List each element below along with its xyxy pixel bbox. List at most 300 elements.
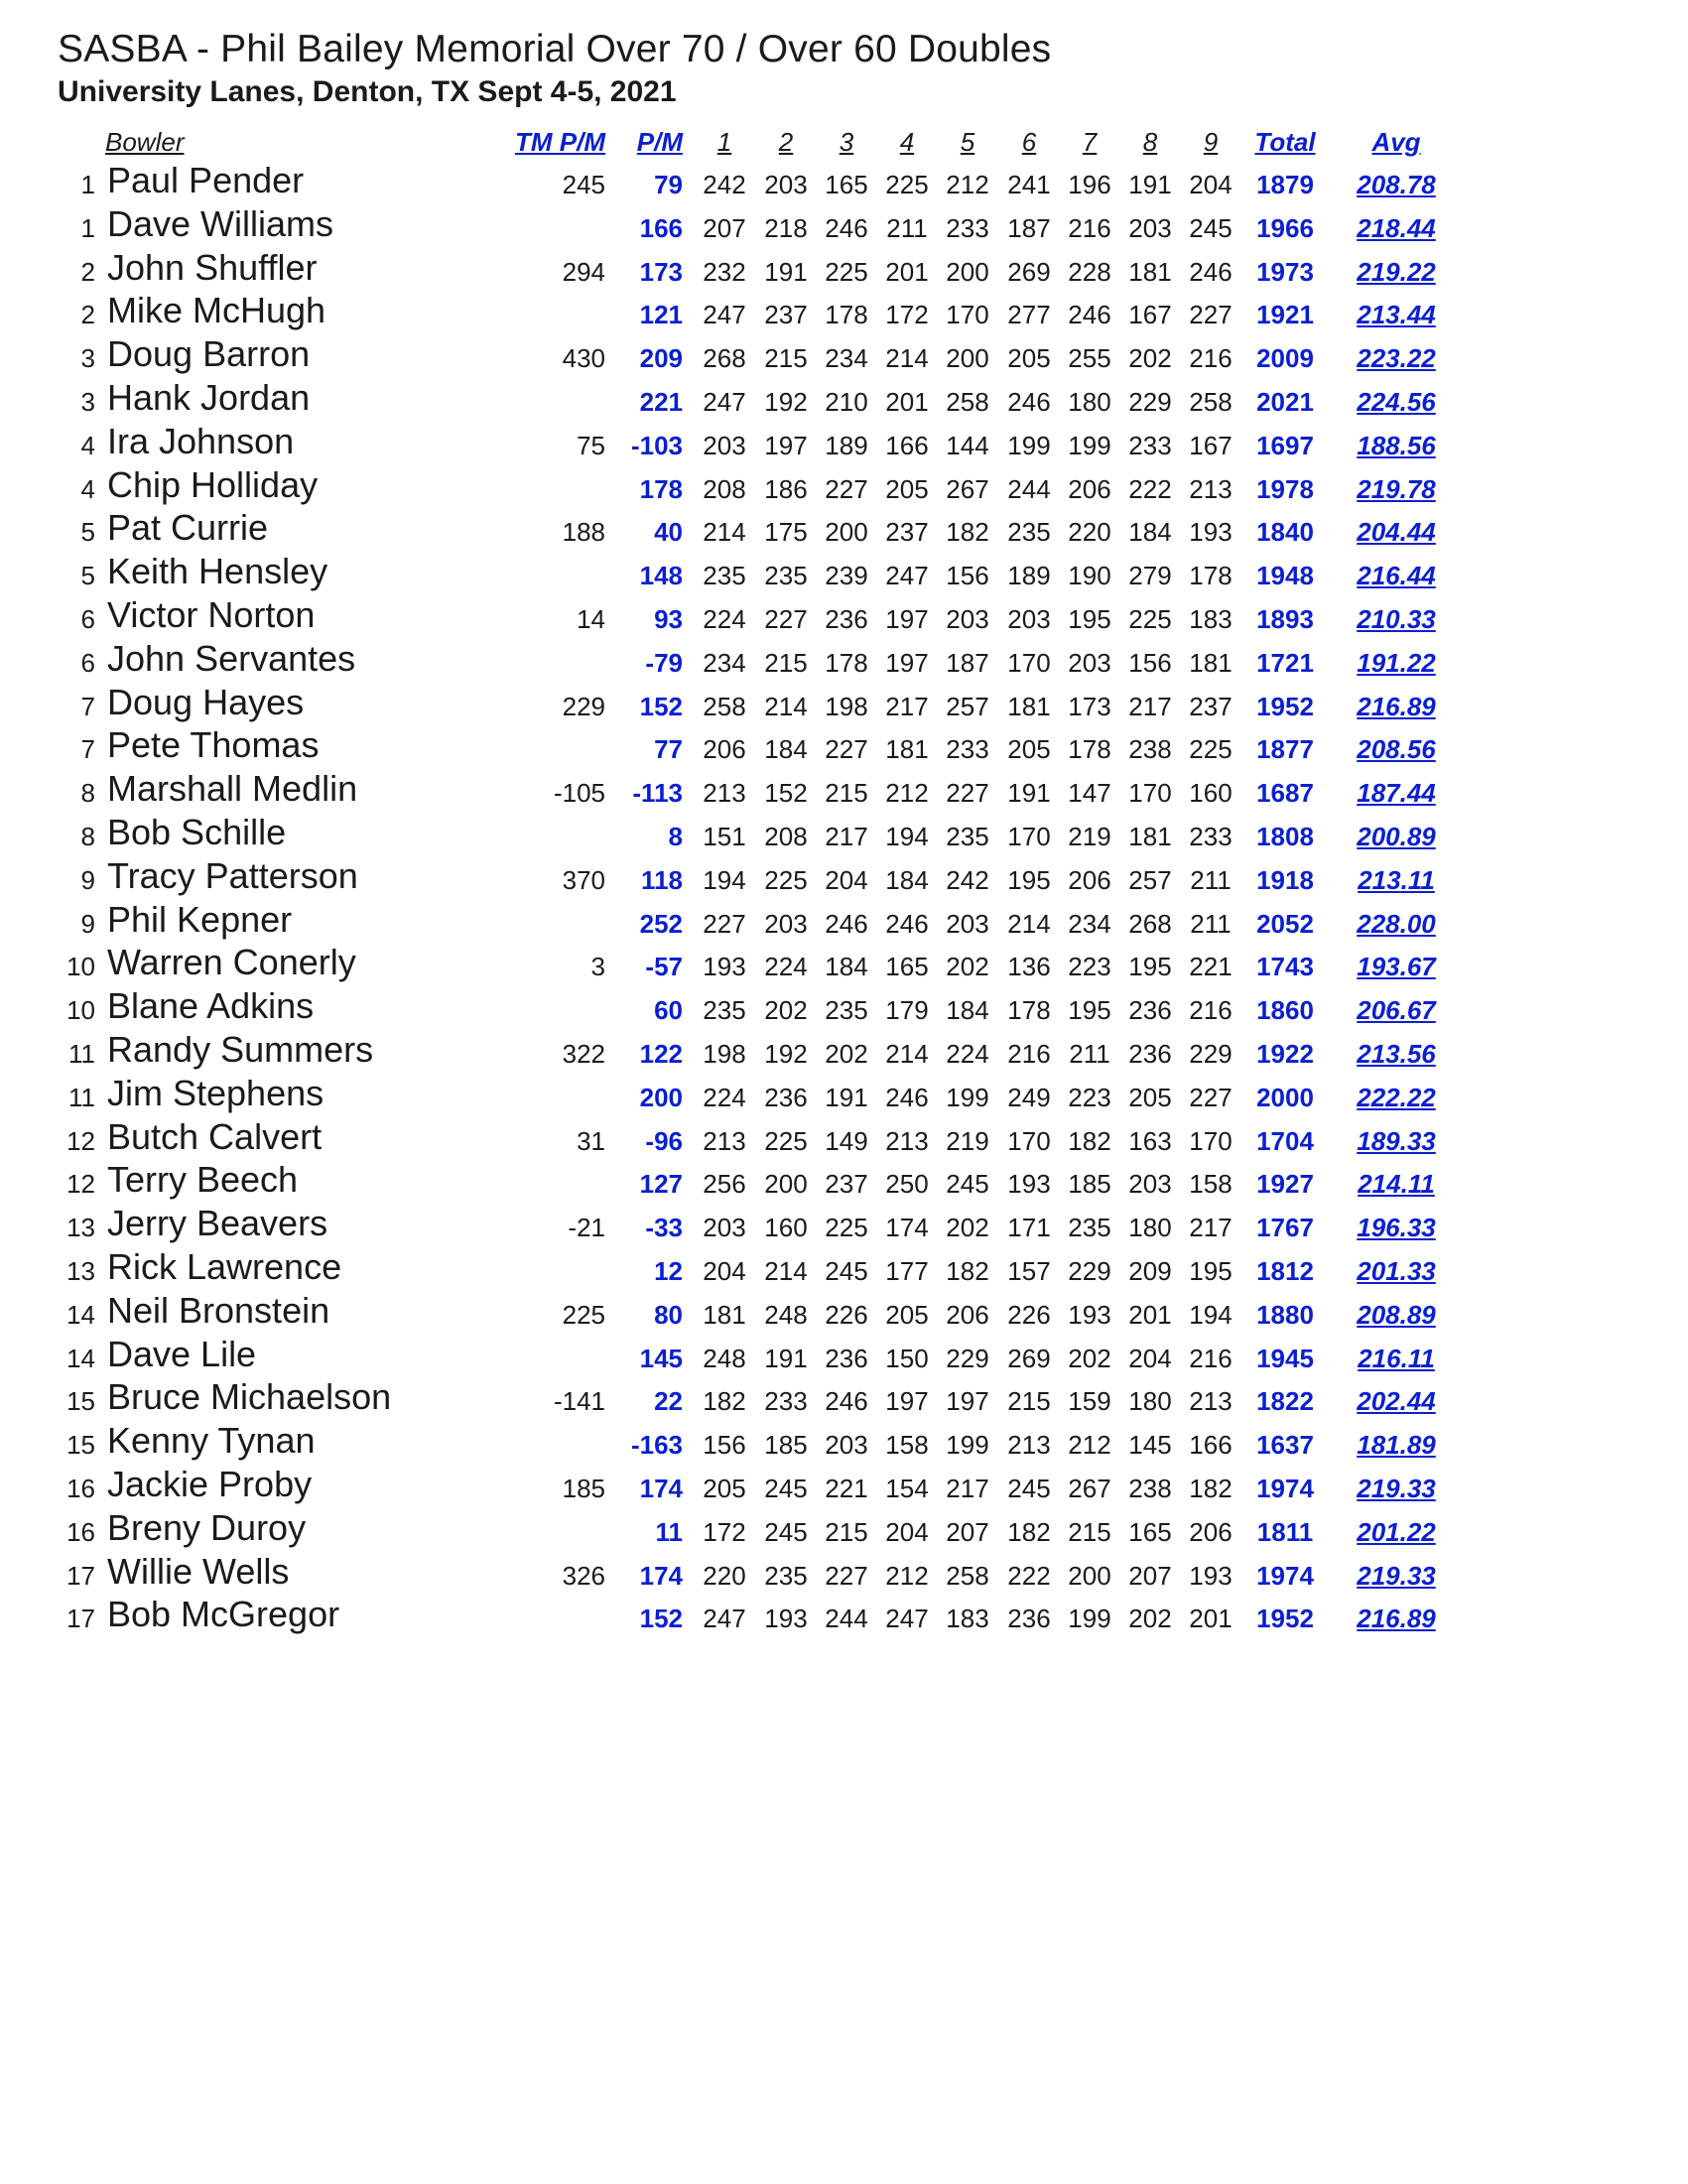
game-3-score: 165 (825, 170, 868, 199)
game-6-score: 170 (1007, 821, 1051, 851)
game-8-score: 202 (1128, 1604, 1172, 1634)
total-score: 1721 (1256, 647, 1314, 678)
table-row (0, 1420, 1688, 1467)
game-3-score: 191 (825, 1082, 868, 1112)
game-7-score: 199 (1068, 1604, 1111, 1634)
game-8-score: 257 (1128, 864, 1172, 895)
game-4-score: 214 (885, 1038, 929, 1069)
average-score: 206.67 (1357, 995, 1436, 1026)
team-rank: 14 (66, 1343, 95, 1373)
table-row (0, 463, 1688, 511)
total-score: 1877 (1256, 734, 1314, 765)
plus-minus: 80 (654, 1299, 683, 1330)
total-score: 1978 (1256, 473, 1314, 504)
game-2-score: 197 (764, 430, 808, 460)
game-2-score: 175 (764, 517, 808, 548)
game-6-score: 241 (1007, 170, 1051, 199)
game-6-score: 269 (1007, 256, 1051, 287)
game-6-score: 213 (1007, 1430, 1051, 1461)
table-row (0, 593, 1688, 641)
game-2-score: 203 (764, 170, 808, 199)
game-3-score: 245 (825, 1255, 868, 1286)
game-8-score: 204 (1128, 1343, 1172, 1373)
game-4-score: 194 (885, 821, 929, 851)
total-score: 1840 (1256, 517, 1314, 548)
plus-minus: 174 (639, 1560, 683, 1591)
plus-minus: -79 (645, 647, 683, 678)
game-4-score: 205 (885, 473, 929, 504)
game-5-score: 233 (946, 212, 989, 243)
game-8-score: 209 (1128, 1255, 1172, 1286)
plus-minus: 148 (639, 561, 683, 591)
team-rank: 2 (80, 256, 95, 287)
game-5-score: 212 (946, 170, 989, 199)
game-5-score: 199 (946, 1430, 989, 1461)
plus-minus: 178 (639, 473, 683, 504)
game-1-score: 156 (703, 1430, 746, 1461)
game-6-score: 235 (1007, 517, 1051, 548)
bowler-name: Victor Norton (107, 593, 316, 635)
game-7-score: 190 (1068, 561, 1111, 591)
table-row (0, 985, 1688, 1032)
game-7-score: 255 (1068, 343, 1111, 374)
game-1-score: 214 (703, 517, 746, 548)
game-1-score: 213 (703, 778, 746, 809)
plus-minus: 166 (639, 212, 683, 243)
game-9-score: 206 (1189, 1516, 1233, 1547)
game-3-score: 210 (825, 386, 868, 417)
plus-minus: 118 (641, 864, 683, 895)
table-row (0, 246, 1688, 294)
team-rank: 9 (80, 908, 95, 939)
team-plus-minus: 430 (562, 343, 605, 374)
bowler-name: Phil Kepner (107, 898, 293, 940)
game-6-score: 203 (1007, 603, 1051, 634)
game-2-score: 227 (764, 603, 808, 634)
game-6-score: 170 (1007, 1125, 1051, 1156)
average-score: 208.56 (1357, 734, 1436, 765)
game-7-score: 229 (1068, 1255, 1111, 1286)
game-2-score: 214 (764, 691, 808, 721)
team-plus-minus: 185 (562, 1473, 605, 1503)
average-score: 202.44 (1357, 1386, 1436, 1417)
game-7-score: 216 (1068, 212, 1111, 243)
game-1-score: 204 (703, 1255, 746, 1286)
total-score: 1921 (1256, 300, 1314, 330)
total-score: 1893 (1256, 603, 1314, 634)
plus-minus: 12 (654, 1255, 683, 1286)
bowler-name: Pete Thomas (107, 724, 320, 766)
bowler-name: Rick Lawrence (107, 1245, 342, 1287)
team-rank: 3 (80, 343, 95, 374)
game-9-score: 216 (1189, 995, 1233, 1026)
plus-minus: 93 (654, 603, 683, 634)
table-row (0, 681, 1688, 728)
average-score: 222.22 (1357, 1082, 1436, 1112)
plus-minus: -103 (630, 430, 683, 460)
game-3-score: 235 (825, 995, 868, 1026)
plus-minus: 79 (654, 170, 683, 199)
total-score: 1822 (1256, 1386, 1314, 1417)
team-rank: 6 (80, 603, 95, 634)
header-game-5: 5 (960, 127, 975, 157)
game-1-score: 224 (703, 1082, 746, 1112)
bowler-name: Dave Lile (107, 1333, 257, 1374)
team-rank: 9 (80, 864, 95, 895)
game-7-score: 195 (1068, 995, 1111, 1026)
bowler-name: Doug Hayes (107, 681, 305, 722)
average-score: 208.89 (1357, 1299, 1436, 1330)
team-rank: 12 (66, 1169, 95, 1200)
average-score: 187.44 (1357, 778, 1436, 809)
average-score: 219.33 (1357, 1560, 1436, 1591)
game-6-score: 205 (1007, 343, 1051, 374)
game-4-score: 247 (885, 1604, 929, 1634)
average-score: 200.89 (1357, 821, 1436, 851)
table-row (0, 376, 1688, 424)
game-4-score: 174 (885, 1213, 929, 1243)
game-8-score: 225 (1128, 603, 1172, 634)
plus-minus: 200 (639, 1082, 683, 1112)
game-4-score: 184 (885, 864, 929, 895)
game-2-score: 245 (764, 1516, 808, 1547)
total-score: 1966 (1256, 212, 1314, 243)
team-plus-minus: -21 (568, 1213, 605, 1243)
game-8-score: 268 (1128, 908, 1172, 939)
average-score: 208.78 (1357, 170, 1436, 199)
average-score: 196.33 (1357, 1213, 1436, 1243)
game-5-score: 233 (946, 734, 989, 765)
game-9-score: 194 (1189, 1299, 1233, 1330)
game-7-score: 211 (1069, 1038, 1110, 1069)
game-3-score: 178 (825, 647, 868, 678)
team-plus-minus: 229 (562, 691, 605, 721)
game-9-score: 246 (1189, 256, 1233, 287)
game-9-score: 229 (1189, 1038, 1233, 1069)
team-rank: 4 (80, 473, 95, 504)
bowler-name: Keith Hensley (107, 551, 328, 592)
game-6-score: 182 (1007, 1516, 1051, 1547)
team-plus-minus: -141 (553, 1386, 605, 1417)
header-plus-minus: P/M (636, 127, 683, 157)
bowler-name: Jackie Proby (107, 1463, 313, 1504)
game-3-score: 225 (825, 256, 868, 287)
team-plus-minus: -105 (553, 778, 605, 809)
total-score: 1704 (1256, 1125, 1314, 1156)
game-3-score: 202 (825, 1038, 868, 1069)
plus-minus: 60 (654, 995, 683, 1026)
plus-minus: 121 (639, 300, 683, 330)
game-9-score: 160 (1189, 778, 1233, 809)
plus-minus: -163 (630, 1430, 683, 1461)
game-8-score: 229 (1128, 386, 1172, 417)
game-6-score: 236 (1007, 1604, 1051, 1634)
bowler-name: Bob McGregor (107, 1594, 340, 1635)
game-3-score: 246 (825, 212, 868, 243)
game-2-score: 191 (764, 256, 808, 287)
game-8-score: 203 (1128, 1169, 1172, 1200)
average-score: 228.00 (1357, 908, 1436, 939)
game-8-score: 165 (1128, 1516, 1172, 1547)
game-9-score: 213 (1189, 473, 1233, 504)
game-3-score: 189 (825, 430, 868, 460)
game-2-score: 193 (764, 1604, 808, 1634)
game-3-score: 184 (825, 952, 868, 982)
total-score: 1687 (1256, 778, 1314, 809)
game-1-score: 247 (703, 1604, 746, 1634)
game-1-score: 235 (703, 561, 746, 591)
total-score: 1974 (1256, 1473, 1314, 1503)
game-9-score: 227 (1189, 300, 1233, 330)
game-8-score: 195 (1128, 952, 1172, 982)
game-2-score: 152 (764, 778, 808, 809)
game-1-score: 172 (703, 1516, 746, 1547)
bowler-name: Willie Wells (107, 1550, 290, 1592)
game-1-score: 207 (703, 212, 746, 243)
game-7-score: 234 (1068, 908, 1111, 939)
team-rank: 14 (66, 1299, 95, 1330)
game-9-score: 167 (1189, 430, 1233, 460)
table-row (0, 1028, 1688, 1076)
game-9-score: 213 (1189, 1386, 1233, 1417)
plus-minus: 221 (639, 386, 683, 417)
table-row (0, 507, 1688, 554)
game-6-score: 214 (1007, 908, 1051, 939)
game-6-score: 244 (1007, 473, 1051, 504)
game-5-score: 258 (946, 386, 989, 417)
game-5-score: 203 (946, 603, 989, 634)
table-row (0, 724, 1688, 771)
team-rank: 1 (80, 170, 95, 199)
bowler-name: Ira Johnson (107, 420, 295, 461)
bowler-name: Terry Beech (107, 1159, 299, 1201)
game-6-score: 216 (1007, 1038, 1051, 1069)
average-score: 218.44 (1357, 212, 1436, 243)
game-9-score: 237 (1189, 691, 1233, 721)
game-5-score: 235 (946, 821, 989, 851)
plus-minus: -57 (645, 952, 683, 982)
game-4-score: 211 (886, 212, 928, 243)
game-2-score: 202 (764, 995, 808, 1026)
game-9-score: 193 (1189, 1560, 1233, 1591)
game-9-score: 221 (1189, 952, 1233, 982)
game-7-score: 182 (1068, 1125, 1111, 1156)
game-7-score: 206 (1068, 864, 1111, 895)
game-6-score: 205 (1007, 734, 1051, 765)
game-2-score: 192 (764, 386, 808, 417)
game-3-score: 236 (825, 1343, 868, 1373)
total-score: 1767 (1256, 1213, 1314, 1243)
team-rank: 8 (80, 778, 95, 809)
plus-minus: 77 (654, 734, 683, 765)
team-rank: 8 (80, 821, 95, 851)
game-2-score: 225 (764, 1125, 808, 1156)
bowler-name: Dave Williams (107, 202, 334, 244)
team-plus-minus: 326 (562, 1560, 605, 1591)
average-score: 210.33 (1357, 603, 1436, 634)
total-score: 1945 (1256, 1343, 1314, 1373)
document-title: SASBA - Phil Bailey Memorial Over 70 / Over 60 Doubles (58, 28, 1052, 70)
game-4-score: 204 (885, 1516, 929, 1547)
average-score: 191.22 (1357, 647, 1436, 678)
game-1-score: 247 (703, 386, 746, 417)
table-body (0, 160, 1688, 1640)
game-1-score: 227 (703, 908, 746, 939)
game-3-score: 234 (825, 343, 868, 374)
game-4-score: 197 (885, 647, 929, 678)
game-9-score: 181 (1189, 647, 1233, 678)
game-5-score: 144 (946, 430, 989, 460)
total-score: 1808 (1256, 821, 1314, 851)
game-5-score: 202 (946, 1213, 989, 1243)
game-4-score: 150 (885, 1343, 929, 1373)
game-3-score: 215 (825, 1516, 868, 1547)
game-4-score: 205 (885, 1299, 929, 1330)
game-9-score: 201 (1189, 1604, 1233, 1634)
game-5-score: 187 (946, 647, 989, 678)
game-7-score: 200 (1068, 1560, 1111, 1591)
plus-minus: 209 (639, 343, 683, 374)
team-plus-minus: 322 (562, 1038, 605, 1069)
game-6-score: 157 (1007, 1255, 1051, 1286)
game-4-score: 214 (885, 343, 929, 374)
bowler-name: Warren Conerly (107, 942, 356, 983)
game-3-score: 239 (825, 561, 868, 591)
game-8-score: 145 (1128, 1430, 1172, 1461)
game-5-score: 202 (946, 952, 989, 982)
average-score: 181.89 (1357, 1430, 1436, 1461)
game-6-score: 226 (1007, 1299, 1051, 1330)
game-6-score: 277 (1007, 300, 1051, 330)
table-row (0, 1594, 1688, 1640)
game-6-score: 269 (1007, 1343, 1051, 1373)
game-6-score: 245 (1007, 1473, 1051, 1503)
game-5-score: 199 (946, 1082, 989, 1112)
table-row (0, 1550, 1688, 1598)
bowler-name: Bob Schille (107, 811, 287, 852)
game-5-score: 182 (946, 1255, 989, 1286)
game-7-score: 173 (1068, 691, 1111, 721)
average-score: 216.89 (1357, 1604, 1436, 1634)
game-3-score: 200 (825, 517, 868, 548)
game-1-score: 194 (703, 864, 746, 895)
game-8-score: 181 (1128, 821, 1172, 851)
table-row (0, 898, 1688, 946)
game-5-score: 197 (946, 1386, 989, 1417)
team-plus-minus: 75 (577, 430, 605, 460)
plus-minus: 40 (654, 517, 683, 548)
game-5-score: 200 (946, 343, 989, 374)
game-3-score: 226 (825, 1299, 868, 1330)
game-5-score: 170 (946, 300, 989, 330)
table-row (0, 1463, 1688, 1510)
game-5-score: 229 (946, 1343, 989, 1373)
game-7-score: 215 (1068, 1516, 1111, 1547)
game-1-score: 193 (703, 952, 746, 982)
game-2-score: 248 (764, 1299, 808, 1330)
game-8-score: 191 (1128, 170, 1172, 199)
game-4-score: 201 (885, 386, 929, 417)
game-3-score: 236 (825, 603, 868, 634)
table-row (0, 942, 1688, 988)
game-9-score: 193 (1189, 517, 1233, 548)
game-1-score: 181 (703, 1299, 746, 1330)
results-table (0, 123, 1688, 1640)
game-2-score: 200 (764, 1169, 808, 1200)
table-row (0, 1333, 1688, 1380)
game-7-score: 202 (1068, 1343, 1111, 1373)
game-2-score: 214 (764, 1255, 808, 1286)
game-9-score: 225 (1189, 734, 1233, 765)
game-7-score: 178 (1068, 734, 1111, 765)
team-rank: 10 (66, 952, 95, 982)
team-plus-minus: 3 (590, 952, 605, 982)
average-score: 188.56 (1357, 430, 1436, 460)
game-1-score: 198 (703, 1038, 746, 1069)
game-7-score: 223 (1068, 1082, 1111, 1112)
total-score: 1880 (1256, 1299, 1314, 1330)
game-7-score: 147 (1068, 778, 1111, 809)
game-7-score: 193 (1068, 1299, 1111, 1330)
game-9-score: 158 (1189, 1169, 1233, 1200)
game-4-score: 197 (885, 1386, 929, 1417)
game-7-score: 228 (1068, 256, 1111, 287)
plus-minus: 22 (654, 1386, 683, 1417)
team-rank: 13 (66, 1213, 95, 1243)
total-score: 2000 (1256, 1082, 1314, 1112)
game-5-score: 257 (946, 691, 989, 721)
table-row (0, 290, 1688, 336)
team-rank: 3 (80, 386, 95, 417)
game-1-score: 208 (703, 473, 746, 504)
table-row (0, 811, 1688, 858)
game-7-score: 203 (1068, 647, 1111, 678)
game-3-score: 227 (825, 473, 868, 504)
game-7-score: 185 (1068, 1169, 1111, 1200)
game-5-score: 183 (946, 1604, 989, 1634)
game-3-score: 215 (825, 778, 868, 809)
team-rank: 7 (80, 734, 95, 765)
game-9-score: 245 (1189, 212, 1233, 243)
game-4-score: 247 (885, 561, 929, 591)
game-9-score: 204 (1189, 170, 1233, 199)
game-5-score: 207 (946, 1516, 989, 1547)
game-6-score: 189 (1007, 561, 1051, 591)
average-score: 219.78 (1357, 473, 1436, 504)
header-team-plus-minus: TM P/M (515, 127, 605, 157)
game-4-score: 154 (885, 1473, 929, 1503)
bowler-name: Jim Stephens (107, 1072, 325, 1113)
game-5-score: 245 (946, 1169, 989, 1200)
game-4-score: 246 (885, 908, 929, 939)
plus-minus: -33 (645, 1213, 683, 1243)
game-6-score: 215 (1007, 1386, 1051, 1417)
bowler-name: Tracy Patterson (107, 854, 358, 896)
game-8-score: 238 (1128, 734, 1172, 765)
average-score: 216.44 (1357, 561, 1436, 591)
game-3-score: 225 (825, 1213, 868, 1243)
table-row (0, 1072, 1688, 1119)
header-game-6: 6 (1021, 127, 1037, 157)
game-2-score: 224 (764, 952, 808, 982)
game-9-score: 216 (1189, 343, 1233, 374)
game-3-score: 178 (825, 300, 868, 330)
game-7-score: 246 (1068, 300, 1111, 330)
game-9-score: 227 (1189, 1082, 1233, 1112)
team-plus-minus: 14 (577, 603, 605, 634)
game-8-score: 203 (1128, 212, 1172, 243)
game-7-score: 206 (1068, 473, 1111, 504)
